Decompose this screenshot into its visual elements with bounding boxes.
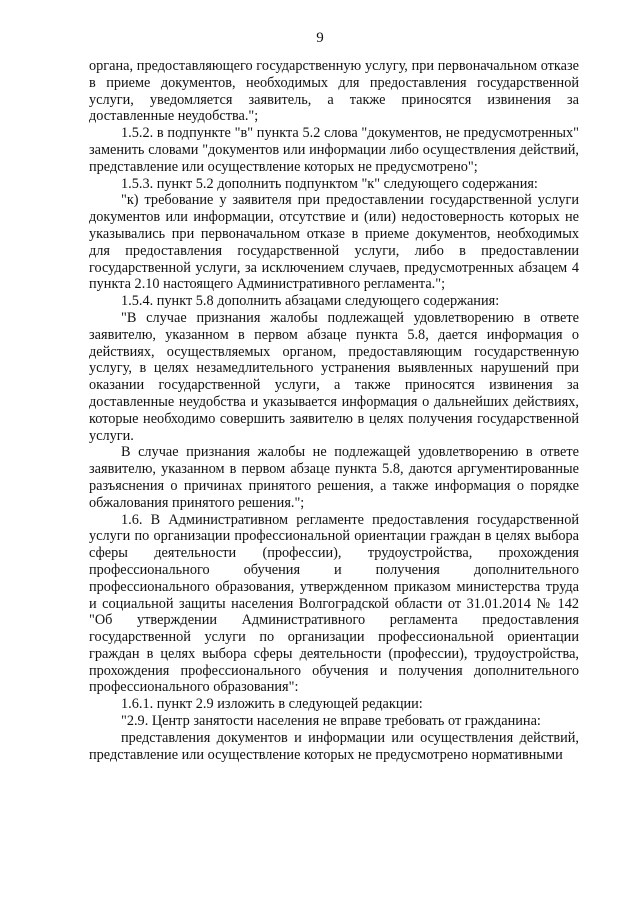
paragraph-1-6: 1.6. В Административном регламенте предоставления государственной услуги по организации профессиональной ориентации граждан в целях выбора сферы деятельности (профессии), трудоустройства, прохождения профессионального обучения и получения дополнительного профессионального образования, утвержденном приказом министерства труда и социальной защиты населения Волгоградской области от 31.01.2014 № 142 "Об утверждении Административного регламента предоставления государственной услуги по организации профессиональной ориентации граждан в целях выбора сферы деятельности (профессии), трудоустройства, прохождения профессионального обучения и получения дополнительного профессионального образования": xyxy=(89,511,579,696)
page-number: 9 xyxy=(316,30,324,46)
paragraph-continuation: органа, предоставляющего государственную услугу, при первоначальном отказе в приеме документов, необходимых для предоставления государственной услуги, уведомляется заявитель, а также приносятся извинения за доставленные неудобства."; xyxy=(89,58,579,125)
paragraph-1-5-3: 1.5.3. пункт 5.2 дополнить подпунктом "к" следующего содержания: xyxy=(121,175,538,192)
paragraph-1-6-1: 1.6.1. пункт 2.9 изложить в следующей редакции: xyxy=(121,696,423,713)
document-body xyxy=(89,58,579,763)
paragraph-1-5-2: 1.5.2. в подпункте "в" пункта 5.2 слова "документов, не предусмотренных" заменить словами "документов или информации либо осуществления действий, представление или осуществление которых не предусмотрено"; xyxy=(89,125,579,175)
paragraph-2-9: "2.9. Центр занятости населения не вправе требовать от гражданина: xyxy=(121,713,541,730)
paragraph-complaint-rejected: В случае признания жалобы не подлежащей удовлетворению в ответе заявителю, указанном в первом абзаце пункта 5.8, даются аргументированные разъяснения о причинах принятого решения, а также информация о порядке обжалования принятого решения."; xyxy=(89,444,579,511)
paragraph-1-5-4: 1.5.4. пункт 5.8 дополнить абзацами следующего содержания: xyxy=(121,293,500,310)
paragraph-2-9-item: представления документов и информации или осуществления действий, представление или осуществление которых не предусмотрено нормативными xyxy=(89,729,579,763)
paragraph-subpoint-k: "к) требование у заявителя при предоставлении государственной услуги документов или информации, отсутствие и (или) недостоверность которых не указывались при первоначальном отказе в приеме документов, необходимых для предоставления государственной услуги, либо в предоставлении государственной услуги, за исключением случаев, предусмотренных абзацем 4 пункта 2.10 настоящего Административного регламента."; xyxy=(89,192,579,293)
paragraph-complaint-satisfied: "В случае признания жалобы подлежащей удовлетворению в ответе заявителю, указанном в первом абзаце пункта 5.8, дается информация о действиях, осуществляемых органом, предоставляющим государственную услугу, в целях незамедлительного устранения выявленных нарушений при оказании государственной услуги, а также приносятся извинения за доставленные неудобства и указывается информация о дальнейших действиях, которые необходимо совершить заявителю в целях получения государственной услуги. xyxy=(89,309,579,444)
